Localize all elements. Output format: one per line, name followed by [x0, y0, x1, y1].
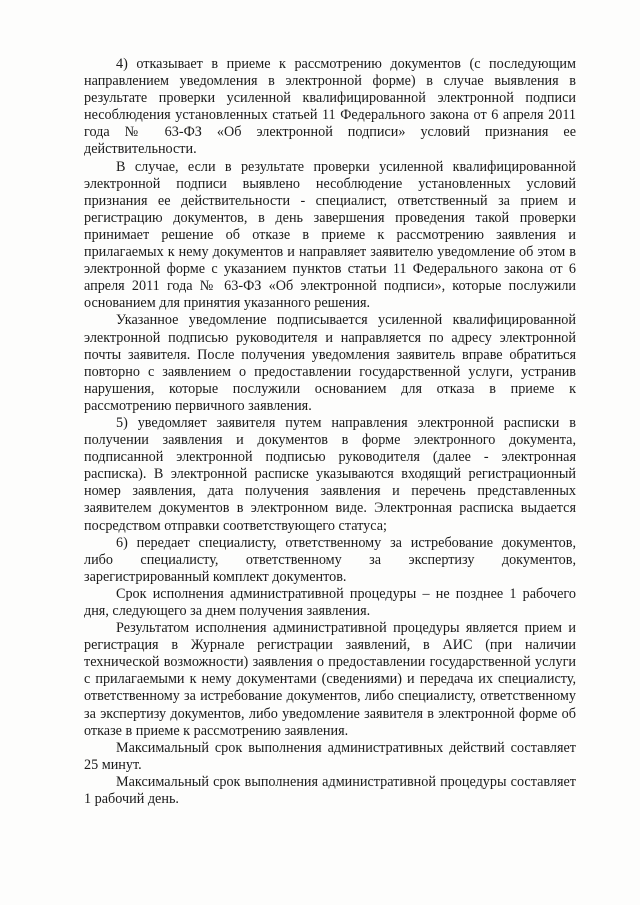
paragraph-procedure-result: Результатом исполнения административной процедуры является прием и регистрация в Журнале регистрации заявлений, в АИС (при наличии технической возможности) заявления о предоставлении государственной услуги с прилагаемыми к нему документами (сведениями) и передача их специалисту, ответственному за истребование документов, либо специалисту, ответственному за экспертизу документов, либо уведомление заявителя в электронной форме об отказе в приеме к рассмотрению заявления. [84, 620, 576, 739]
document-body [84, 56, 576, 808]
paragraph-transfer-item-6: 6) передает специалисту, ответственному за истребование документов, либо специалисту, ответственному за экспертизу документов, зарегистрированный комплект документов. [84, 534, 576, 585]
paragraph-electronic-receipt-item-5: 5) уведомляет заявителя путем направления электронной расписки в получении заявления и документов в форме электронного документа, подписанной электронной подписью руководителя (далее - электронная расписка). В электронной расписке указываются входящий регистрационный номер заявления, дата получения заявления и перечень представленных заявителем документов в электронном виде. Электронная расписка выдается посредством отправки соответствующего статуса; [84, 414, 576, 534]
paragraph-max-procedure-time: Максимальный срок выполнения административной процедуры составляет 1 рабочий день. [84, 773, 576, 808]
paragraph-refusal-item-4: 4) отказывает в приеме к рассмотрению документов (с последующим направлением уведомления в электронной форме) в случае выявления в результате проверки усиленной квалифицированной электронной подписи несоблюдения установленных статьей 11 Федерального закона от 6 апреля 2011 года № 63-ФЗ «Об электронной подписи» условий признания ее действительности. [84, 56, 576, 158]
paragraph-max-action-time: Максимальный срок выполнения административных действий составляет 25 минут. [84, 739, 576, 773]
paragraph-procedure-deadline: Срок исполнения административной процедуры – не позднее 1 рабочего дня, следующего за днем получения заявления. [84, 585, 576, 619]
paragraph-notification-signing: Указанное уведомление подписывается усиленной квалифицированной электронной подписью руководителя и направляется по адресу электронной почты заявителя. После получения уведомления заявитель вправе обратиться повторно с заявлением о предоставлении государственной услуги, устранив нарушения, которые послужили основанием для отказа в приеме к рассмотрению первичного заявления. [84, 312, 576, 414]
paragraph-signature-check: В случае, если в результате проверки усиленной квалифицированной электронной подписи выявлено несоблюдение установленных условий признания ее действительности - специалист, ответственный за прием и регистрацию документов, в день завершения проведения такой проверки принимает решение об отказе в приеме к рассмотрению заявления и прилагаемых к нему документов и направляет заявителю уведомление об этом в электронной форме с указанием пунктов статьи 11 Федерального закона от 6 апреля 2011 года № 63-ФЗ «Об электронной подписи», которые послужили основанием для принятия указанного решения. [84, 158, 576, 312]
